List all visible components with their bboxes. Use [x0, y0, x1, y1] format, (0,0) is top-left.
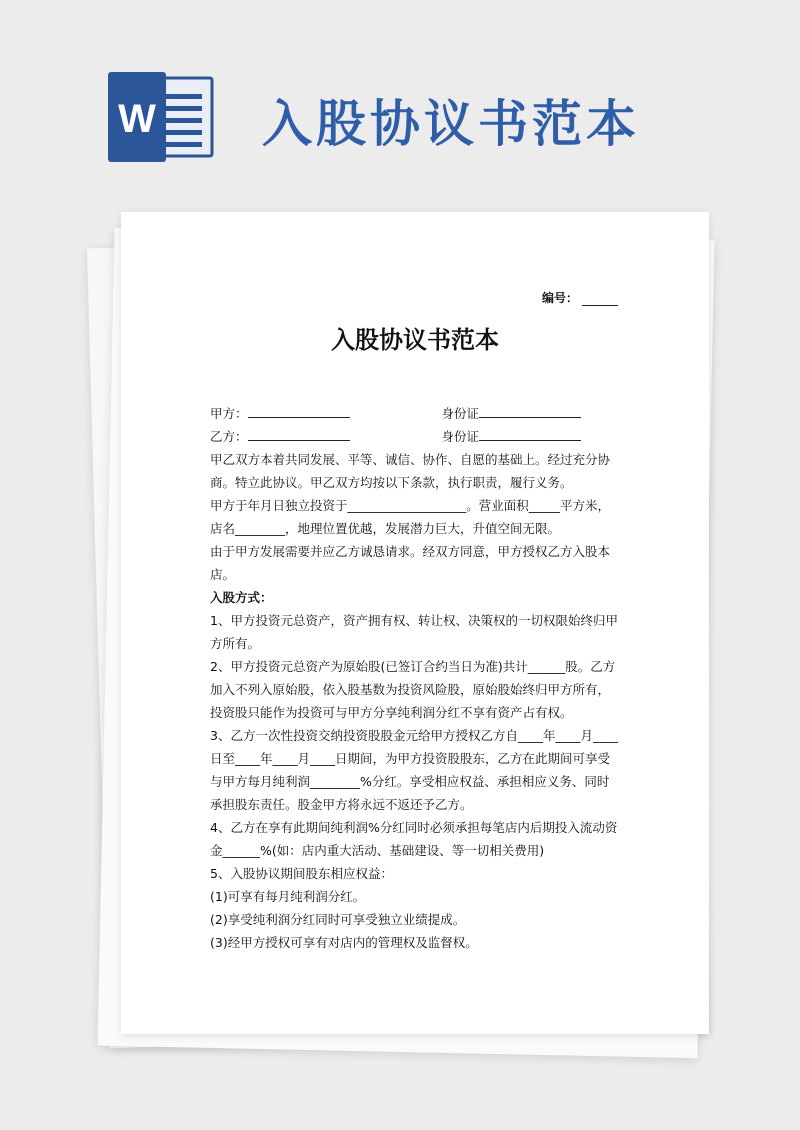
- clause-3: 3、乙方一次性投资交纳投资股股金元给甲方授权乙方自____年____月____日至____年____月____日期间，为甲方投资股股东，乙方在此期间可享受与甲方每月纯利润________%分红。享受相应权益、承担相应义务、同时承担股东责任。股金甲方将永远不返还予乙方。: [210, 728, 618, 812]
- document-page: [121, 212, 709, 1034]
- right-3: (3)经甲方授权可享有对店内的管理权及监督权。: [210, 935, 478, 950]
- intro-paragraph: 甲乙双方本着共同发展、平等、诚信、协作、自愿的基础上。经过充分协商。特立此协议。甲乙双方均按以下条款，执行职责，履行义务。: [210, 452, 611, 490]
- banner: [0, 0, 800, 200]
- party-b-blank: [248, 428, 350, 441]
- clause-5: 5、入股协议期间股东相应权益：: [210, 866, 393, 881]
- document-number-label: 编号：: [541, 291, 578, 305]
- method-heading: 入股方式：: [210, 590, 273, 605]
- party-b-id-label: 身份证: [441, 429, 479, 444]
- clause-2: 2、甲方投资元总资产为原始股(已签订合约当日为准)共计______股。乙方加入不列入原始股，依入股基数为投资风险股，原始股始终归甲方所有，投资股只能作为投资可与甲方分享纯利润分红不享有资产占有权。: [210, 659, 616, 720]
- document-number-blank: [582, 294, 618, 306]
- party-a-id-blank: [479, 405, 581, 418]
- party-a-blank: [248, 405, 350, 418]
- banner-title: 入股协议书范本: [262, 95, 640, 153]
- party-a-row: [210, 402, 620, 425]
- document-title: 入股协议书范本: [331, 326, 499, 354]
- svg-text:W: W: [118, 97, 156, 141]
- party-a-id-label: 身份证: [441, 406, 479, 421]
- party-b-id-blank: [479, 428, 581, 441]
- party-b-row: [210, 425, 620, 448]
- document-number: [542, 289, 618, 306]
- word-document-icon: [108, 72, 216, 162]
- right-1: (1)可享有每月纯利润分红。: [210, 889, 366, 904]
- party-b-label: 乙方：: [210, 429, 248, 444]
- party-a-label: 甲方：: [210, 406, 248, 421]
- investment-paragraph: 甲方于年月日独立投资于___________________。营业面积_____平方米，店名________，地理位置优越，发展潜力巨大，升值空间无限。: [210, 498, 611, 536]
- document-body: [210, 402, 620, 954]
- right-2: (2)享受纯利润分红同时可享受独立业绩提成。: [210, 912, 466, 927]
- clause-4: 4、乙方在享有此期间纯利润%分红同时必须承担每笔店内后期投入流动资金______%(如：店内重大活动、基础建设、等一切相关费用): [210, 820, 618, 858]
- clause-1: 1、甲方投资元总资产，资产拥有权、转让权、决策权的一切权限始终归甲方所有。: [210, 613, 618, 651]
- grant-paragraph: 由于甲方发展需要并应乙方诚恳请求。经双方同意，甲方授权乙方入股本店。: [210, 544, 611, 582]
